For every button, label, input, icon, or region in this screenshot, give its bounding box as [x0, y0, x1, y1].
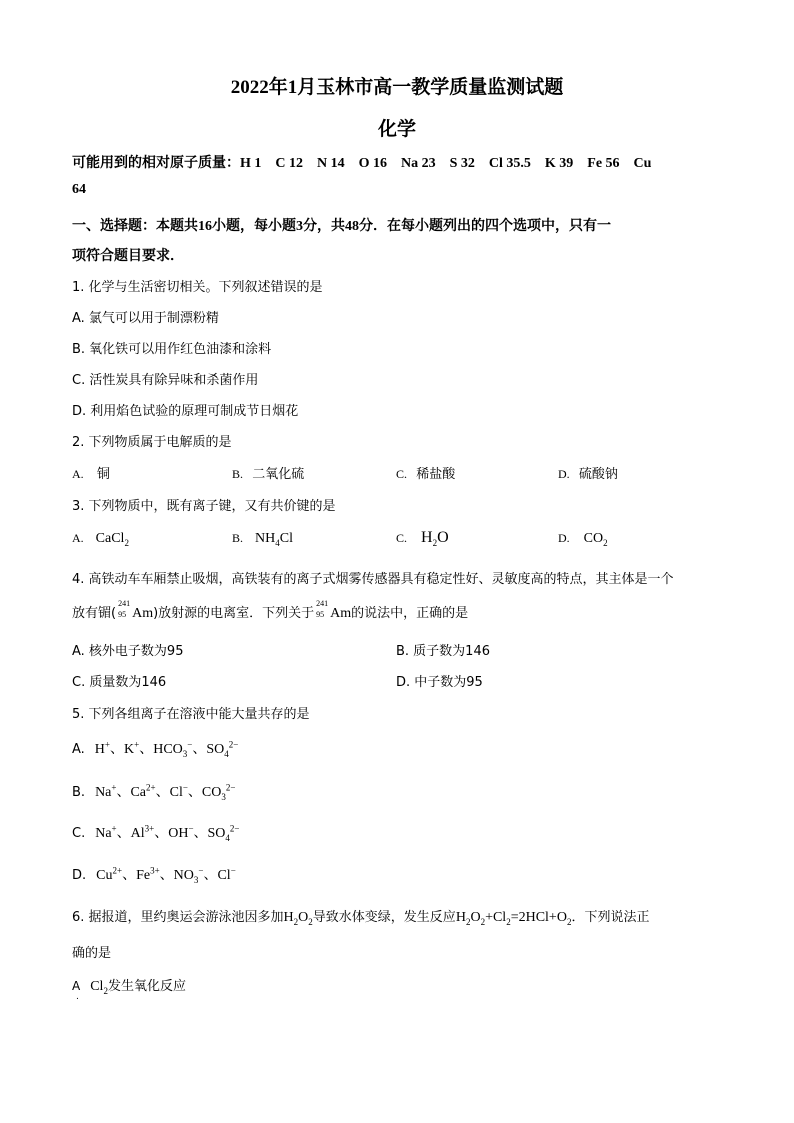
q4-mass-number-1: 241 — [118, 599, 131, 608]
ion-so4-charge: 2− — [229, 823, 240, 834]
q2-d-label: D. — [558, 467, 570, 481]
q6-a-dot: . — [76, 992, 79, 1002]
q2-option-a — [72, 463, 110, 482]
ion-so4-charge: 2− — [228, 739, 239, 750]
ion-cl: Cl — [169, 785, 183, 800]
q4-line1: 4. 高铁动车车厢禁止吸烟，高铁装有的离子式烟雾传感器具有稳定性好、灵敏度高的特点，其主体是一个 — [72, 572, 674, 587]
q3-option-a — [72, 529, 129, 548]
sep: 、 — [192, 741, 207, 757]
q6-line1-post: ．下列说法正 — [571, 910, 650, 925]
q1-option-d: D. 利用焰色试验的原理可制成节日烟花 — [72, 404, 299, 419]
q6-line1 — [72, 906, 649, 927]
q5-option-a — [72, 738, 238, 759]
q1-option-c: C. 活性炭具有除异味和杀菌作用 — [72, 373, 259, 388]
q6-eq-sub3: 2 — [506, 916, 511, 927]
q6-a-sub: 2 — [103, 985, 108, 996]
ion-so4-sub: 4 — [225, 832, 230, 843]
sep: 、 — [203, 867, 218, 883]
q4-atomic-number-1: 95 — [118, 610, 127, 619]
sep: 、 — [116, 825, 131, 841]
ion-cl: Cl — [217, 868, 231, 883]
q3-c-main: H — [421, 529, 433, 546]
ion-al: Al — [130, 826, 145, 841]
ion-so4-sub: 4 — [224, 748, 229, 759]
q3-option-d — [558, 529, 608, 548]
q3-a-sub: 2 — [124, 537, 129, 548]
q1-stem: 1. 化学与生活密切相关。下列叙述错误的是 — [72, 280, 323, 295]
sep: 、 — [122, 867, 137, 883]
q5-stem: 5. 下列各组离子在溶液中能大量共存的是 — [72, 707, 310, 722]
ion-k-charge: + — [134, 739, 140, 750]
ion-na: Na — [95, 785, 112, 800]
q6-h2o2-o: O — [298, 910, 309, 925]
q2-c-label: C. — [396, 467, 408, 481]
ion-cu: Cu — [96, 868, 113, 883]
q3-d-sub: 2 — [603, 537, 608, 548]
q5-b-label: B. — [72, 785, 86, 800]
q4-line2-pre: 放有镅( — [72, 606, 117, 621]
q3-c-label: C. — [396, 531, 408, 545]
q6-eq-plus: + — [485, 910, 493, 925]
sep: 、 — [116, 784, 131, 800]
ion-co3-charge: 2− — [225, 782, 236, 793]
section-header-line1: 一、选择题：本题共16小题，每小题3分，共48分．在每小题列出的四个选项中，只有一 — [72, 219, 611, 234]
q6-a-cl2 — [90, 979, 108, 994]
q6-eq-sub1: 2 — [465, 916, 471, 927]
ion-oh-charge: − — [188, 823, 194, 834]
q3-b-label: B. — [232, 531, 244, 545]
q6-h2o2-h: H — [283, 910, 294, 925]
ion-ca: Ca — [130, 785, 147, 800]
q6-line1-mid: 导致水体变绿，发生反应 — [312, 910, 456, 925]
q5-c-ions — [95, 823, 240, 843]
q3-d-main: CO — [583, 531, 604, 546]
q3-a-main: CaCl — [95, 531, 125, 546]
ion-so4: SO — [206, 742, 225, 757]
q5-option-d — [72, 864, 236, 885]
ion-fe-charge: 3+ — [150, 865, 160, 876]
ion-ca-charge: 2+ — [146, 782, 156, 793]
ion-h-charge: + — [104, 739, 110, 750]
ion-no3: NO — [173, 868, 194, 883]
subject-title: 化学 — [377, 119, 416, 140]
sep: 、 — [139, 741, 154, 757]
q5-a-label: A. — [72, 742, 85, 757]
q2-a-text: 铜 — [96, 467, 110, 482]
q3-b-tail: Cl — [279, 531, 293, 546]
q4-option-c: C. 质量数为146 — [72, 675, 167, 690]
q1-option-a: A. 氯气可以用于制漂粉精 — [72, 311, 219, 326]
q2-stem: 2. 下列物质属于电解质的是 — [72, 435, 232, 450]
q3-d-formula — [584, 531, 608, 546]
ion-fe: Fe — [136, 868, 151, 883]
atomic-masses-line2: 64 — [72, 182, 86, 197]
q4-option-a: A. 核外电子数为95 — [72, 644, 184, 659]
q6-eq-sub4: 2 — [566, 916, 572, 927]
ion-hco3-charge: − — [187, 739, 193, 750]
q6-h2o2 — [284, 910, 313, 925]
q1-option-b: B. 氧化铁可以用作红色油漆和涂料 — [72, 342, 272, 357]
q2-option-b — [232, 463, 304, 482]
q4-atomic-number-2: 95 — [316, 610, 325, 619]
ion-oh: OH — [168, 826, 189, 841]
ion-co3-sub: 3 — [221, 791, 226, 802]
ion-k: K — [124, 742, 135, 757]
q6-h2o2-sub2: 2 — [308, 916, 313, 927]
sep: 、 — [193, 825, 208, 841]
q2-c-text: 稀盐酸 — [416, 467, 456, 482]
q4-line2-post: 的说法中，正确的是 — [351, 606, 469, 621]
q4-mass-number-2: 241 — [316, 599, 329, 608]
q3-stem: 3. 下列物质中，既有离子键，又有共价键的是 — [72, 499, 336, 514]
q5-c-label: C. — [72, 826, 86, 841]
sep: 、 — [110, 741, 124, 757]
q6-h2o2-sub1: 2 — [293, 916, 299, 927]
q6-line1-pre: 6. 据报道，里约奥运会游泳池因多加 — [72, 910, 284, 925]
ion-na-charge: + — [111, 823, 117, 834]
ion-cl-charge: − — [182, 782, 188, 793]
q2-option-d — [558, 463, 618, 482]
ion-hco3-sub: 3 — [182, 748, 188, 759]
q3-d-label: D. — [558, 531, 570, 545]
q3-c-sub: 2 — [432, 538, 438, 549]
q5-b-ions — [95, 782, 236, 802]
ion-no3-charge: − — [198, 865, 204, 876]
q5-option-b — [72, 781, 235, 802]
q6-eq-sub2: 2 — [480, 916, 486, 927]
q4-element-2: Am — [330, 606, 352, 621]
q5-a-ions — [94, 739, 239, 759]
q5-d-ions — [96, 865, 236, 885]
sep: 、 — [187, 784, 202, 800]
q2-d-text: 硫酸钠 — [578, 467, 618, 482]
q3-c-formula — [421, 529, 449, 549]
q2-b-text: 二氧化硫 — [252, 467, 305, 482]
q4-line2 — [72, 599, 469, 622]
q3-option-b — [232, 529, 293, 548]
q4-option-d: D. 中子数为95 — [396, 675, 483, 690]
ion-so4: SO — [207, 826, 226, 841]
q6-option-a — [72, 975, 186, 996]
q3-c-tail: O — [437, 529, 449, 546]
q5-option-c — [72, 822, 240, 843]
q4-element-1: Am — [132, 606, 154, 621]
q3-b-main: NH — [255, 531, 276, 546]
q2-option-c — [396, 463, 455, 482]
ion-na: Na — [95, 826, 112, 841]
ion-co3: CO — [201, 785, 222, 800]
section-header-line2: 项符合题目要求． — [72, 249, 184, 264]
q6-equation — [456, 910, 572, 925]
q4-nuclide-2 — [314, 599, 330, 621]
q6-a-label: A — [72, 979, 81, 993]
exam-title: 2022年1月玉林市高一教学质量监测试题 — [230, 77, 564, 98]
q6-a-text: 发生氧化反应 — [107, 979, 186, 994]
ion-no3-sub: 3 — [193, 874, 199, 885]
q6-eq-cl: Cl — [492, 910, 507, 925]
q4-option-b: B. 质子数为146 — [396, 644, 490, 659]
q3-a-label: A. — [72, 531, 84, 545]
q6-eq-rest: =2HCl+O — [510, 910, 567, 925]
ion-h: H — [94, 742, 105, 757]
q5-d-label: D. — [72, 868, 87, 883]
q3-b-sub: 4 — [275, 537, 280, 548]
atomic-masses-line1: 可能用到的相对原子质量：H 1 C 12 N 14 O 16 Na 23 S 32 Cl 35.5 K 39 Fe 56 Cu — [72, 156, 652, 171]
ion-hco3: HCO — [153, 742, 183, 757]
sep: 、 — [154, 825, 169, 841]
q3-option-c — [396, 529, 449, 548]
ion-na-charge: + — [111, 782, 117, 793]
q2-b-label: B. — [232, 467, 244, 481]
q3-a-formula — [96, 531, 129, 546]
q6-eq-h: H — [455, 910, 466, 925]
q6-eq-o: O — [470, 910, 481, 925]
q2-a-label: A. — [72, 467, 84, 481]
q4-nuclide-1 — [116, 599, 132, 621]
sep: 、 — [155, 784, 170, 800]
ion-cu-charge: 2+ — [112, 865, 123, 876]
q4-line2-mid: )放射源的电离室．下列关于 — [153, 606, 315, 621]
q3-b-formula — [255, 531, 293, 546]
q6-line2: 确的是 — [72, 946, 112, 961]
ion-cl-charge: − — [230, 865, 236, 876]
sep: 、 — [159, 867, 174, 883]
ion-al-charge: 3+ — [144, 823, 155, 834]
q6-a-cl: Cl — [90, 979, 104, 994]
